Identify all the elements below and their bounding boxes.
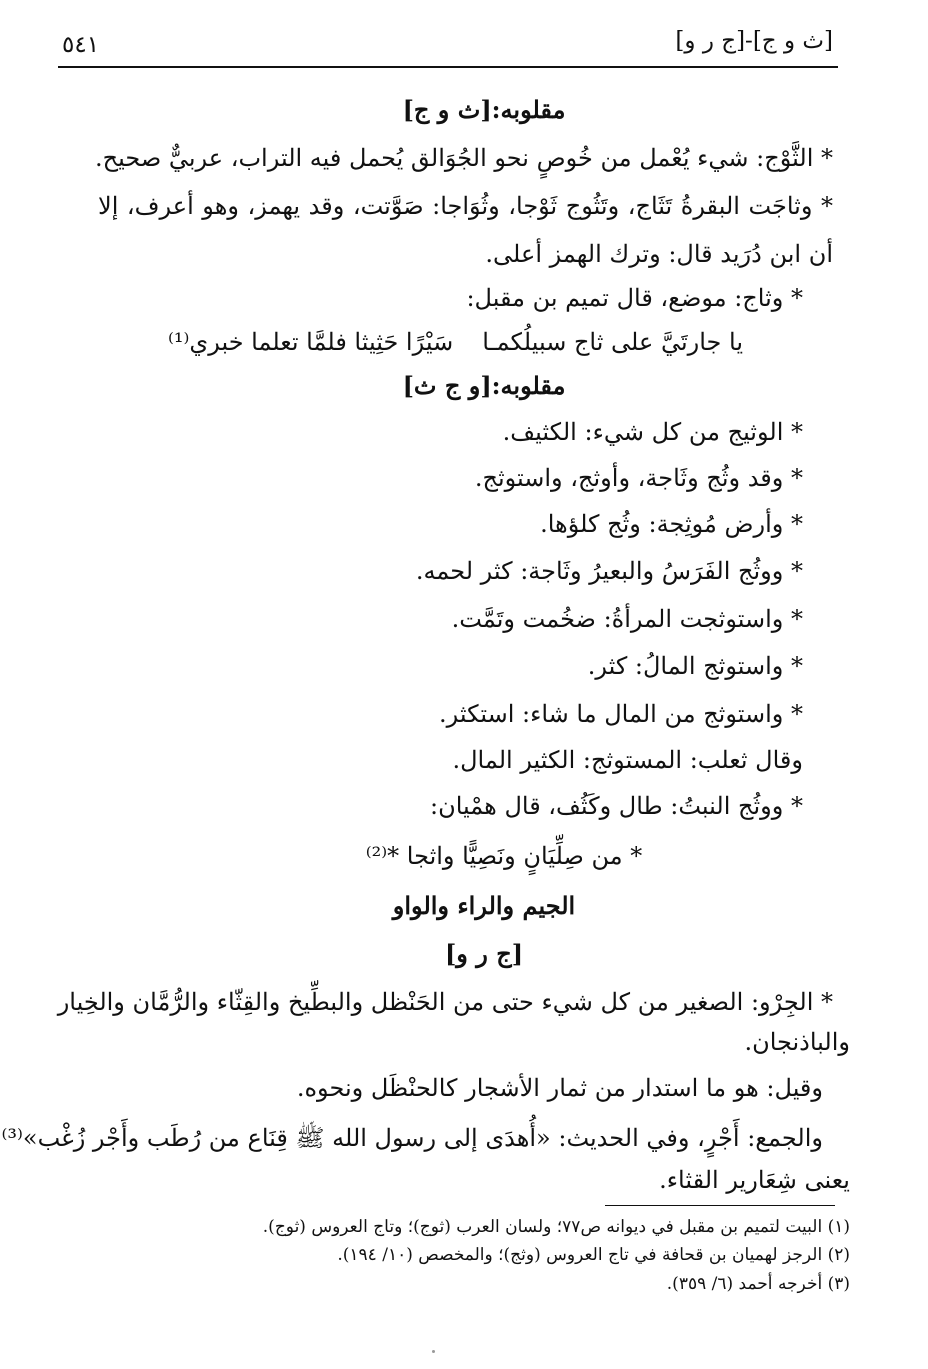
paragraph: وقيل: هو ما استدار من ثمار الأشجار كالحنْظَل ونحوه. [296, 1074, 823, 1102]
paragraph: * وأرض مُوثِجة: وثُج كلؤها. [540, 510, 803, 538]
paragraph-line: * الجِرْو: الصغير من كل شيء حتى من الحَنْظل والبطِّيخ والقِثّاء والرُّمَّان والخِيار [57, 988, 833, 1016]
paragraph: وقال ثعلب: المستوثج: الكثير المال. [452, 746, 803, 774]
footnote: (٣) أخرجه أحمد (٦/ ٣٥٩). [666, 1274, 850, 1294]
scan-speck [432, 1350, 435, 1353]
section-title: [ج ر و] [444, 939, 524, 968]
paragraph-line: * وثاجَت البقرةُ تَثَاج، وتَثُوج ثَوْجا، وثُوَاجا: صَوَّتت، وقد يهمز، وهو أعرف، إلا [98, 192, 833, 220]
paragraph: * الثَّوْج: شيء يُعْمل من خُوصٍ نحو الجُوَالق يُحمل فيه التراب، عربيٌّ صحيح. [94, 144, 833, 172]
verse-hemistich-left: سَيْرًا حَثِيثا فلمَّا تعلما خبري⁽¹⁾ [168, 328, 454, 356]
paragraph: * ووثُج النبتُ: طال وكَثُف، قال همْيان: [430, 792, 803, 820]
paragraph-line: يعنى شِعَارير القثاء. [659, 1166, 850, 1194]
paragraph-line: والباذنجان. [744, 1028, 850, 1056]
paragraph-line: أن ابن دُرَيد قال: وترك الهمز أعلى. [485, 240, 833, 268]
footnote: (٢) الرجز لهميان بن قحافة في تاج العروس (وثج)؛ والمخصص (١٠/ ١٩٤). [337, 1245, 850, 1265]
paragraph-line: والجمع: أَجْرٍ، وفي الحديث: «أُهدَى إلى رسول الله ﷺ قِنَاع من رُطَب وأَجْر زُغْب»⁽³⁾ [1, 1124, 823, 1152]
paragraph: * الوثيج من كل شيء: الكثيف. [502, 418, 803, 446]
paragraph: * واستوثج المالُ: كثر. [587, 652, 803, 680]
footnote: (١) البيت لتميم بن مقبل في ديوانه ص٧٧؛ ولسان العرب (ثوج)؛ وتاج العروس (ثوج). [262, 1217, 850, 1237]
page-number: ٥٤١ [62, 32, 100, 58]
footnote-rule [605, 1205, 835, 1206]
verse-hemistich-right: يا جارتَيَّ على ثاج سبيلُكمـا [482, 328, 743, 356]
paragraph: * واستوثجت المرأةُ: ضخُمت وتَمَّت. [451, 605, 803, 633]
section-title: مقلوبه:[ث و ج] [402, 95, 566, 124]
paragraph: * ووثُج الفَرَسُ والبعيرُ وثَاجة: كثر لحمه. [415, 557, 803, 585]
chapter-title: الجيم والراء والواو [392, 891, 576, 920]
header-rule [58, 66, 838, 68]
section-title: مقلوبه:[و ج ث] [402, 371, 566, 400]
paragraph: * واستوثج من المال ما شاء: استكثر. [438, 700, 803, 728]
running-head: [ث و ج]-[ج ر و] [675, 28, 833, 54]
paragraph: * وقد وثُج وثَاجة، وأوثج، واستوثج. [474, 464, 803, 492]
paragraph: * وثاج: موضع، قال تميم بن مقبل: [466, 284, 803, 312]
rajaz-verse: * من صِلِّيَانٍ ونَصِيًّا واثجا *⁽²⁾ [365, 842, 643, 870]
